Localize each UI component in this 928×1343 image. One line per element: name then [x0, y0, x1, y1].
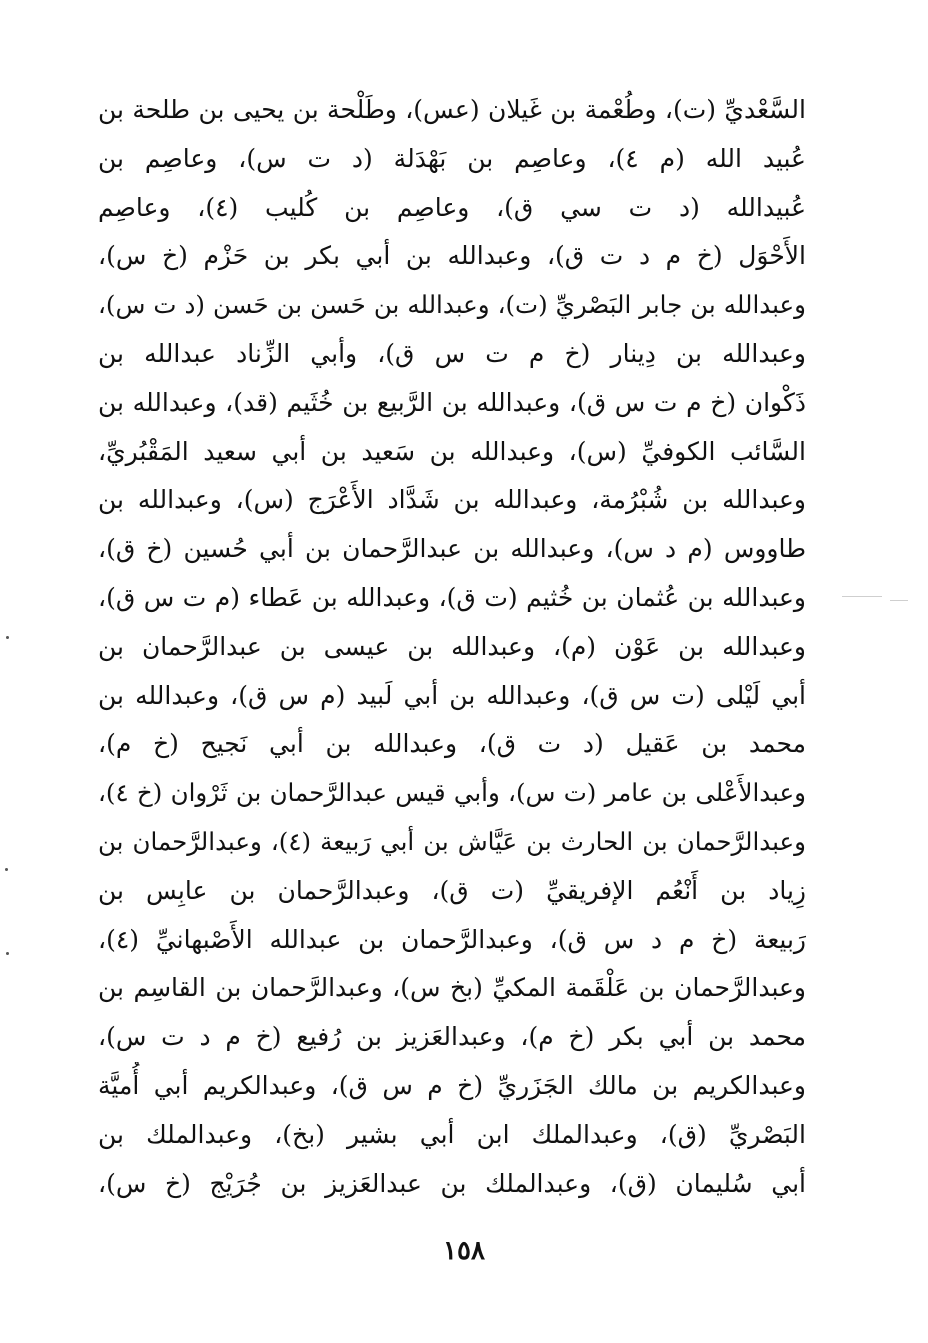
- text-line-18: رَبيعة (خ م د س ق)، وعبدالرَّحمان بن عبدالله الأَصْبهانيِّ (٤)،: [98, 924, 806, 954]
- text-line-2: عُبيد الله (م ٤)، وعاصِم بن بَهْدَلة (د ت س)، وعاصِم بن: [98, 143, 806, 173]
- text-line-9: وعبدالله بن شُبْرُمة، وعبدالله بن شَدَّاد الأَعْرَج (س)، وعبدالله بن: [98, 485, 806, 515]
- text-line-7: ذَكْوان (خ م ت س ق)، وعبدالله بن الرَّبيع بن خُثَيم (قد)، وعبدالله بن: [98, 387, 806, 417]
- text-line-15: وعبدالأَعْلى بن عامر (ت س)، وأبي قيس عبدالرَّحمان بن ثَرْوان (خ ٤)،: [98, 778, 806, 808]
- margin-dot: [6, 952, 9, 955]
- text-line-8: السَّائب الكوفيِّ (س)، وعبدالله بن سَعيد بن أبي سعيد المَقْبُريِّ،: [98, 436, 806, 466]
- text-line-21: وعبدالكريم بن مالك الجَزَريِّ (خ م س ق)، وعبدالكريم أبي أُميَّة: [98, 1070, 806, 1100]
- text-line-14: محمد بن عَقيل (د ت ق)، وعبدالله بن أبي نَجيح (خ م)،: [98, 729, 806, 759]
- text-line-10: طاووس (م د س)، وعبدالله بن عبدالرَّحمان بن أبي حُسين (خ ق)،: [98, 534, 806, 564]
- text-line-17: زِياد بن أَنْعُم الإفريقيِّ (ت ق)، وعبدالرَّحمان بن عابِس بن: [98, 875, 806, 905]
- text-line-4: الأَحْوَل (خ م د ت ق)، وعبدالله بن أبي بكر بن حَزْم (خ س)،: [98, 241, 806, 271]
- text-line-6: وعبدالله بن دِينار (خ م ت س ق)، وأبي الزِّناد عبدالله بن: [98, 338, 806, 368]
- margin-dot: [5, 868, 8, 871]
- page-number: ١٥٨: [443, 1236, 485, 1266]
- text-line-5: وعبدالله بن جابر البَصْريِّ (ت)، وعبدالله بن حَسن بن حَسن (د ت س)،: [98, 290, 806, 320]
- text-line-20: محمد بن أبي بكر (خ م)، وعبدالعَزيز بن رُفيع (خ م د ت س)،: [98, 1022, 806, 1052]
- text-line-23: أبي سُليمان (ق)، وعبدالملك بن عبدالعَزيز بن جُرَيْج (خ س)،: [98, 1168, 806, 1198]
- text-line-12: وعبدالله بن عَوْن (م)، وعبدالله بن عيسى بن عبدالرَّحمان بن: [98, 631, 806, 661]
- text-line-22: البَصْريِّ (ق)، وعبدالملك ابن أبي بشير (بخ)، وعبدالملك بن: [98, 1119, 806, 1149]
- text-line-11: وعبدالله بن عُثمان بن خُثيم (ت ق)، وعبدالله بن عَطاء (م ت س ق)،: [98, 582, 806, 612]
- text-line-3: عُبيدالله (د ت سي ق)، وعاصِم بن كُليب (٤)، وعاصِم: [98, 192, 806, 222]
- text-line-19: وعبدالرَّحمان بن عَلْقَمة المكيِّ (بخ س)، وعبدالرَّحمان بن القاسِم بن: [98, 973, 806, 1003]
- text-line-1: السَّعْديِّ (ت)، وطُعْمة بن غَيلان (عس)، وطَلْحة بن يحيى بن طلحة بن: [98, 95, 806, 124]
- margin-dot: [6, 636, 9, 639]
- text-line-16: وعبدالرَّحمان بن الحارث بن عَيَّاش بن أبي رَبيعة (٤)، وعبدالرَّحمان بن: [98, 826, 806, 856]
- scan-speck: [842, 596, 882, 597]
- text-line-13: أبي لَيْلى (ت س ق)، وعبدالله بن أبي لَبيد (م س ق)، وعبدالله بن: [98, 680, 806, 710]
- scan-speck: [890, 600, 908, 601]
- body-text: [98, 86, 806, 1208]
